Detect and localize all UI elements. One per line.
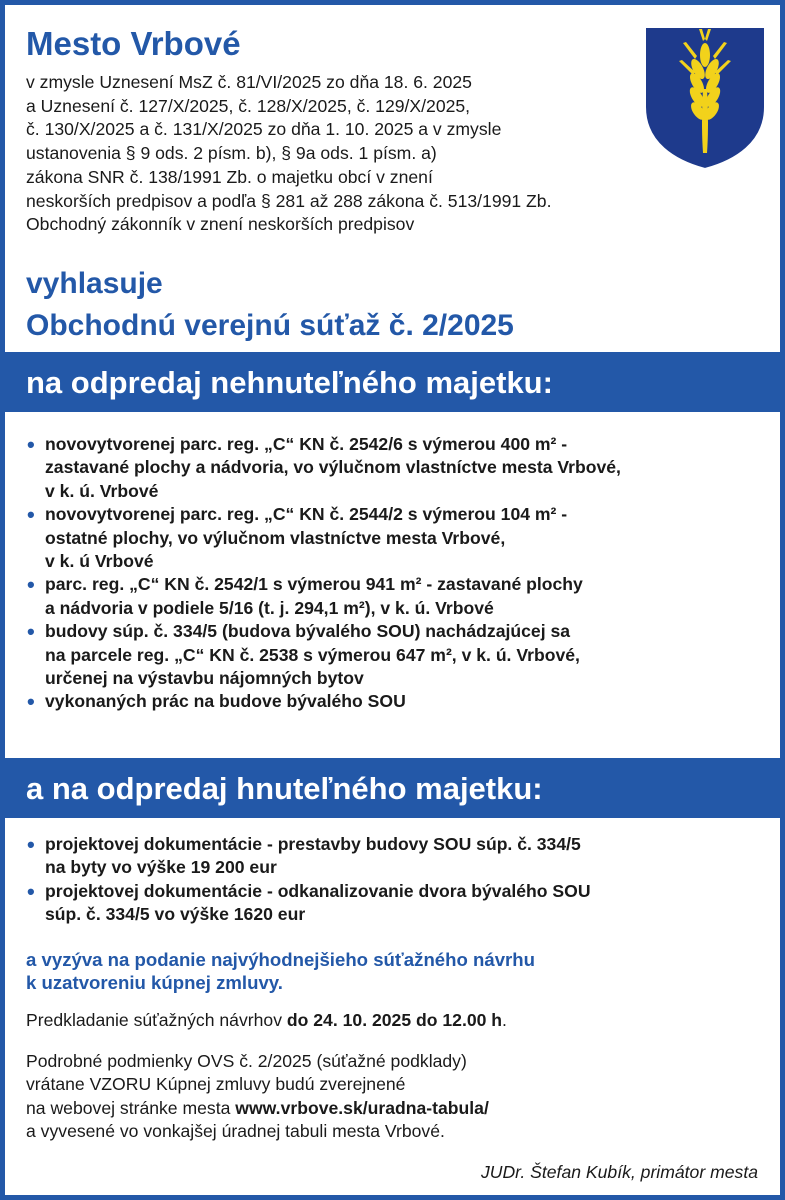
list-item-line: • parc. reg. „C“ KN č. 2542/1 s výmerou 941 m² - zastavané plochy xyxy=(45,574,583,595)
list-item-line: • vykonaných prác na budove bývalého SOU xyxy=(45,691,406,712)
list-item-line: súp. č. 334/5 vo výške 1620 eur xyxy=(45,904,306,925)
list-item xyxy=(26,503,621,573)
deadline-prefix: Predkladanie súťažných návrhov xyxy=(26,1010,287,1030)
conditions-line-prefix: na webovej stránke mesta xyxy=(26,1097,236,1118)
intro-line: neskorších predpisov a podľa § 281 až 288 zákona č. 513/1991 Zb. xyxy=(26,190,552,211)
list-item-line: • projektovej dokumentácie - prestavby budovy SOU súp. č. 334/5 xyxy=(45,834,581,854)
conditions-line: vrátane VZORU Kúpnej zmluvy budú zverejnené xyxy=(26,1074,406,1095)
list-item-line: na parcele reg. „C“ KN č. 2538 s výmerou 647 m², v k. ú. Vrbové, xyxy=(45,644,580,665)
call-to-action xyxy=(26,948,535,994)
page-title: Mesto Vrbové xyxy=(26,25,241,62)
section-heading-real-estate: na odpredaj nehnuteľného majetku: xyxy=(5,352,780,412)
list-item-line: v k. ú. Vrbové xyxy=(45,480,159,501)
section-heading-movable-property: a na odpredaj hnuteľného majetku: xyxy=(5,758,780,818)
intro-line: Obchodný zákonník v znení neskorších predpisov xyxy=(26,214,415,235)
conditions-paragraph xyxy=(26,1050,489,1143)
deadline-suffix: . xyxy=(502,1010,507,1030)
intro-line: zákona SNR č. 138/1991 Zb. o majetku obcí v znení xyxy=(26,166,433,187)
list-item-line: zastavané plochy a nádvoria, vo výlučnom vlastníctve mesta Vrbové, xyxy=(45,457,621,478)
list-item xyxy=(26,620,621,690)
intro-line: a Uznesení č. 127/X/2025, č. 128/X/2025, č. 129/X/2025, xyxy=(26,95,471,116)
list-item-line: ostatné plochy, vo výlučnom vlastníctve mesta Vrbové, xyxy=(45,527,506,548)
list-item xyxy=(26,833,591,880)
call-line: a vyzýva na podanie najvýhodnejšieho súťažného návrhu xyxy=(26,949,536,970)
list-item-line: • budovy súp. č. 334/5 (budova bývalého SOU) nachádzajúcej sa xyxy=(45,621,571,642)
list-item-line: určenej na výstavbu nájomných bytov xyxy=(45,668,364,689)
list-item-line: • projektovej dokumentácie - odkanalizovanie dvora bývalého SOU xyxy=(45,880,591,901)
intro-line: v zmysle Uznesení MsZ č. 81/VI/2025 zo dňa 18. 6. 2025 xyxy=(26,72,472,92)
list-item xyxy=(26,880,591,927)
real-estate-list xyxy=(26,433,621,714)
list-item-line: na byty vo výške 19 200 eur xyxy=(45,857,277,878)
website-url: www.vrbove.sk/uradna-tabula/ xyxy=(235,1097,489,1118)
competition-title: Obchodnú verejnú súťaž č. 2/2025 xyxy=(26,309,514,342)
conditions-line xyxy=(26,1097,489,1120)
intro-line: č. 130/X/2025 a č. 131/X/2025 zo dňa 1. 10. 2025 a v zmysle xyxy=(26,119,502,140)
conditions-line: Podrobné podmienky OVS č. 2/2025 (súťažné podklady) xyxy=(26,1051,467,1071)
call-line: k uzatvoreniu kúpnej zmluvy. xyxy=(26,972,283,993)
mayor-signature: JUDr. Štefan Kubík, primátor mesta xyxy=(480,1162,758,1182)
list-item-line: a nádvoria v podiele 5/16 (t. j. 294,1 m²), v k. ú. Vrbové xyxy=(45,597,494,618)
announcement-heading xyxy=(26,263,514,347)
list-item xyxy=(26,690,621,713)
list-item-line: • novovytvorenej parc. reg. „C“ KN č. 2544/2 s výmerou 104 m² - xyxy=(45,504,568,525)
list-item xyxy=(26,433,621,503)
list-item-line: v k. ú Vrbové xyxy=(45,551,154,572)
conditions-line: a vyvesené vo vonkajšej úradnej tabuli mesta Vrbové. xyxy=(26,1120,445,1141)
intro-paragraph xyxy=(26,71,726,237)
list-item xyxy=(26,573,621,620)
intro-line: ustanovenia § 9 ods. 2 písm. b), § 9a ods. 1 písm. a) xyxy=(26,143,437,164)
announce-verb: vyhlasuje xyxy=(26,267,163,300)
list-item-line: • novovytvorenej parc. reg. „C“ KN č. 2542/6 s výmerou 400 m² - xyxy=(45,434,568,454)
movable-property-list xyxy=(26,833,591,927)
submission-deadline xyxy=(26,1010,507,1031)
deadline-date: do 24. 10. 2025 do 12.00 h xyxy=(286,1010,503,1030)
